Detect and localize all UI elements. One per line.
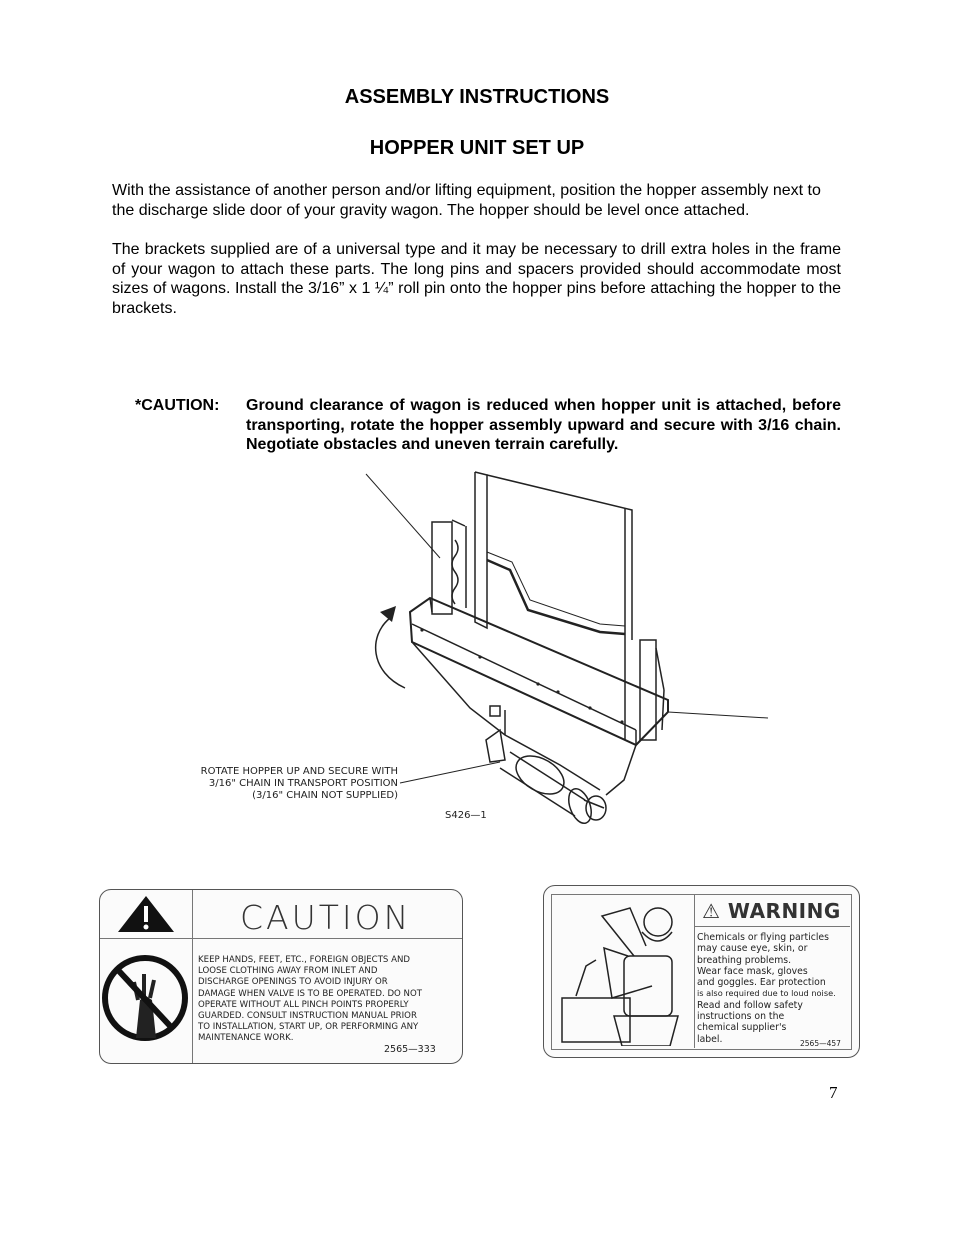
caution-decal-line: DAMAGE WHEN VALVE IS TO BE OPERATED. DO NOT [198, 988, 422, 999]
caution-decal-line: KEEP HANDS, FEET, ETC., FOREIGN OBJECTS AND [198, 955, 411, 965]
section-title: HOPPER UNIT SET UP [369, 137, 585, 159]
warning-decal-line: Wear face mask, gloves [697, 965, 808, 977]
warning-triangle-icon [100, 890, 192, 938]
warning-decal-line: Chemicals or flying particles [697, 932, 829, 943]
warning-decal-line: breathing problems. [697, 954, 792, 966]
paragraph-brackets: The brackets supplied are of a universal type and it may be necessary to drill extra holes in the frame of your wagon to attach these parts. The long pins and spacers provided should accommodate most sizes of wagons. Install the 3/16” x 1 ¼” roll pin onto the hopper pins before attaching the hopper to the brackets. [112, 241, 841, 317]
warning-decal-body [697, 932, 849, 1045]
warning-decal-heading [702, 899, 841, 923]
caution-decal-title: CAUTION [240, 898, 412, 937]
warning-column-divider [694, 894, 695, 1048]
caution-decal-line: MAINTENANCE WORK. [198, 1033, 294, 1044]
worker-with-mask-icon [554, 896, 694, 1046]
callout-line-2: 3/16" CHAIN IN TRANSPORT POSITION [208, 778, 398, 789]
warning-decal-line: may cause eye, skin, or [697, 943, 808, 955]
warning-decal-line: instructions on the [697, 1011, 785, 1023]
caution-text: Ground clearance of wagon is reduced when hopper unit is attached, before transporting, rotate the hopper assembly upward and secure with 3/16 chain. Negotiate obstacles and uneven terrain carefully. [246, 397, 841, 453]
caution-decal-body [198, 955, 422, 1045]
caution-column-divider [192, 938, 193, 1063]
page-number: 7 [829, 1083, 838, 1102]
caution-decal [99, 889, 463, 1064]
warning-decal-code: 2565—457 [800, 1039, 841, 1048]
warning-decal [543, 885, 860, 1058]
warning-decal-line: is also required due to loud noise. [697, 988, 836, 999]
caution-label: *CAUTION: [135, 397, 220, 414]
caution-decal-line: LOOSE CLOTHING AWAY FROM INLET AND [198, 966, 378, 977]
callout-line-1: ROTATE HOPPER UP AND SECURE WITH [200, 766, 398, 777]
callout-line-3: (3/16" CHAIN NOT SUPPLIED) [252, 790, 398, 801]
paragraph-positioning: With the assistance of another person and/or lifting equipment, position the hopper assembly next to the discharge slide door of your gravity wagon. The hopper should be level once attached. [112, 182, 821, 219]
warning-decal-line: chemical supplier's [697, 1022, 787, 1034]
caution-decal-line: DISCHARGE OPENINGS TO AVOID INJURY OR [198, 977, 388, 988]
caution-decal-line: OPERATE WITHOUT ALL PINCH POINTS PROPERLY [198, 999, 409, 1010]
warning-decal-line: Read and follow safety [697, 999, 803, 1011]
caution-decal-line: TO INSTALLATION, START UP, OR PERFORMING ANY [198, 1022, 419, 1033]
warning-decal-title: WARNING [727, 899, 841, 923]
warning-decal-line: label. [697, 1033, 723, 1045]
page-title: ASSEMBLY INSTRUCTIONS [344, 86, 610, 108]
caution-decal-code: 2565—333 [384, 1044, 436, 1055]
warning-triangle-icon: ⚠ [702, 899, 721, 923]
warning-divider [694, 926, 850, 927]
no-hands-icon [100, 938, 192, 1063]
figure-id: S426—1 [445, 810, 487, 821]
warning-decal-line: and goggles. Ear protection [697, 977, 826, 989]
caution-triangle-cell [100, 890, 193, 939]
caution-decal-line: GUARDED. CONSULT INSTRUCTION MANUAL PRIOR [198, 1011, 417, 1022]
